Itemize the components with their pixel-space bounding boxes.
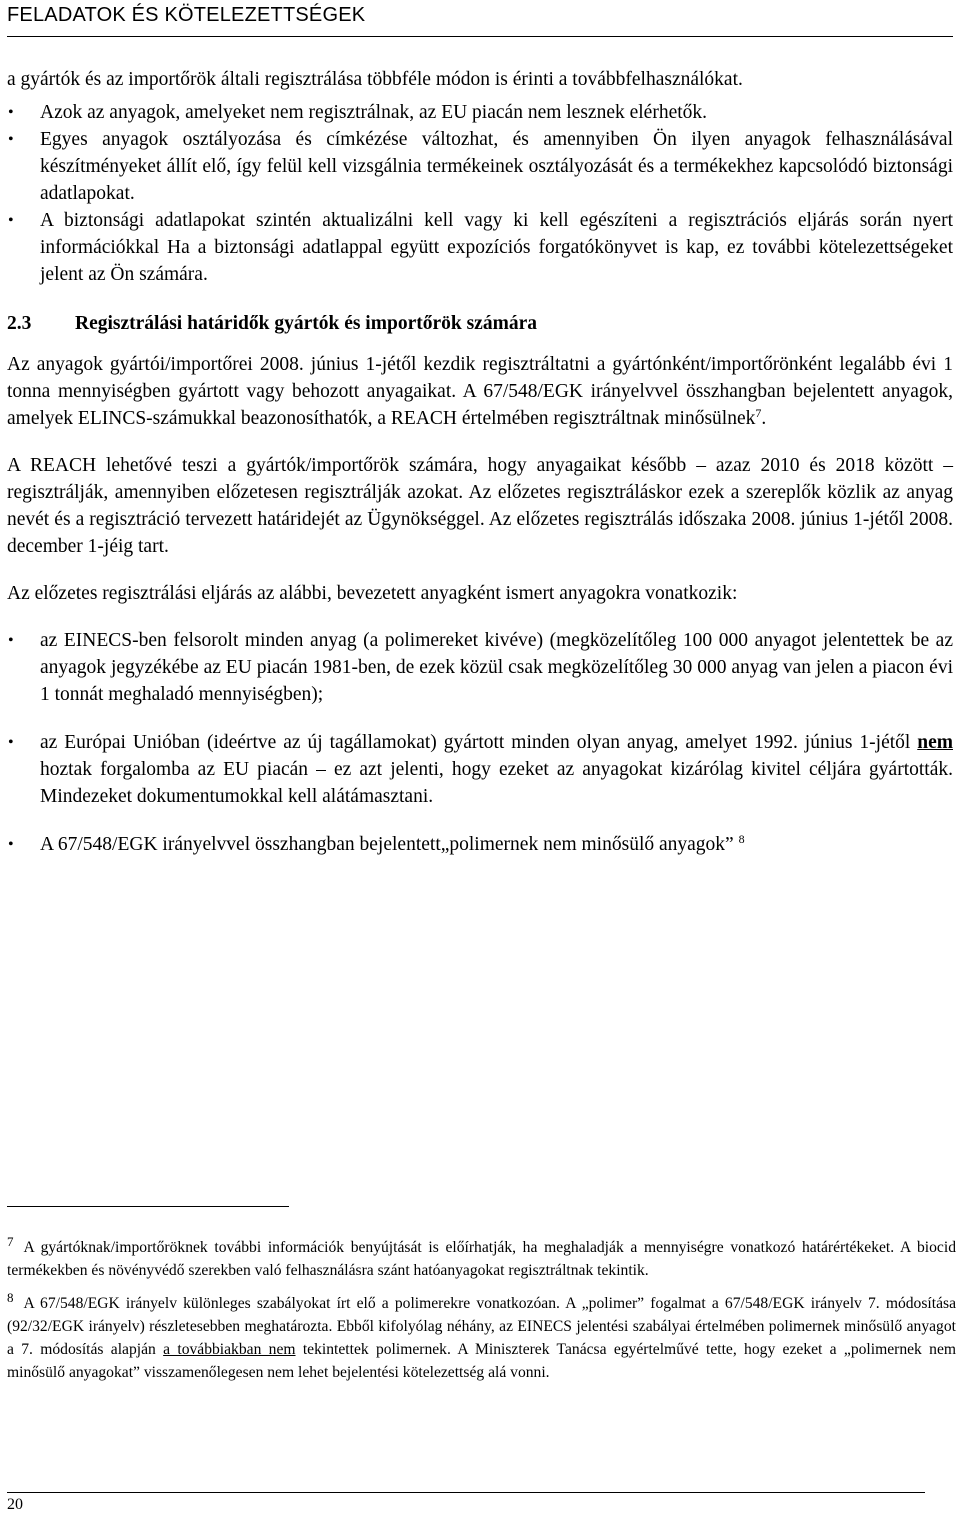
section-heading: [7, 310, 953, 337]
footnote-ref-7[interactable]: 7: [755, 406, 762, 420]
footnote-8: $^8$ A 67/548/EGK irányelv különleges szabályokat írt elő a polimerekre vonatkozóan. A „polimer” fogalmat a 67/548/EGK irányelv 7. módosítása (92/32/EGK irányelv) részletesebben meghatározta. Ebből kifolyólag néhány, az EINECS jelentési szabályai értelmében polimernek minősülő anyagot a 7. módosítás alapján a továbbiakban nem tekintettek polimernek. A Miniszterek Tanácsa egyértelművé tette, hogy ezeket a „polimernek nem minősülő anyagokat” visszamenőlegesen nem lehet bejelentési kötelezettség alá vonni.: [7, 1290, 957, 1381]
bullet-icon: •: [8, 212, 14, 229]
list-item: • Egyes anyagok osztályozása és címkézése változhat, és amennyiben Ön ilyen anyagok felhasználásával készítményeket állít elő, így felül kell vizsgálnia termékeinek osztályozását és a termékekhez kapcsolódó biztonsági adatlapokat.: [7, 126, 953, 207]
bullet-icon: •: [8, 836, 14, 853]
preregistration-paragraph: A REACH lehetővé teszi a gyártók/importőrök számára, hogy anyagaikat később – azaz 2010 és 2018 között – regisztrálják, amennyiben előzetesen regisztrálják azokat. Az előzetes regisztráláskor ezek a szereplők közlik az anyag nevét és a regisztráció tervezett határidejét az Ügynökséggel. Az előzetes regisztrálás időszaka 2008. június 1-jétől 2008. december 1-jéig tart.: [7, 455, 953, 557]
list-item: • Azok az anyagok, amelyeket nem regisztrálnak, az EU piacán nem lesznek elérhetők.: [7, 99, 953, 126]
phase-in-bullet-list: [7, 627, 953, 858]
bullet-icon: •: [8, 104, 14, 121]
page-number: 20: [7, 1496, 23, 1513]
list-item: • A 67/548/EGK irányelvvel összhangban bejelentett„polimernek nem minősülő anyagok” $^8$: [7, 831, 953, 858]
phase-in-intro-paragraph: Az előzetes regisztrálási eljárás az alábbi, bevezetett anyagként ismert anyagokra vonatkozik:: [7, 583, 738, 604]
section-title: Regisztrálási határidők gyártók és importőrök számára: [75, 313, 537, 334]
list-item: • A biztonsági adatlapokat szintén aktualizálni kell vagy ki kell egészíteni a regisztrációs eljárás során nyert információkkal Ha a biztonsági adatlappal együtt expozíciós forgatókönyvet is kap, ez további kötelezettségeket jelent az Ön számára.: [7, 207, 953, 288]
deadline-paragraph: Az anyagok gyártói/importőrei 2008. június 1-jétől kezdik regisztráltatni a gyártónként/importőrönként legalább évi 1 tonna mennyiségben gyártott vagy behozott anyagaikat. A 67/548/EGK irányelvvel összhangban bejelentett anyagok, amelyek ELINCS-számukkal beazonosíthatók, a REACH értelmében regisztráltnak minősülnek$^7$.: [7, 354, 953, 429]
bullet-icon: •: [8, 131, 14, 148]
list-item: • az EINECS-ben felsorolt minden anyag (a polimereket kivéve) (megközelítőleg 100 000 anyagot jelentettek be az anyagok jegyzékébe az EU piacán 1981-ben, de ezek közül csak megközelítőleg 30 000 anyag van jelen a piacon évi 1 tonnát meghaladó mennyiségben);: [7, 627, 953, 708]
impact-bullet-list: [7, 99, 953, 288]
footnote-separator: [7, 1206, 289, 1207]
footnote-ref-8[interactable]: 8: [738, 832, 745, 846]
footer-separator: [7, 1492, 925, 1493]
section-number: 2.3: [7, 313, 32, 334]
footnote-7: $^7$ A gyártóknak/importőröknek további információk benyújtását is előírhatják, ha meghaladják a mennyiségre vonatkozó határértékeket. A biocid termékekben és növényvédő szerekben való felhasználásra szánt hatóanyagokat regisztráltnak tekintik.: [7, 1234, 956, 1279]
intro-paragraph: a gyártók és az importőrök általi regisztrálása többféle módon is érinti a továbbfelhasználókat.: [7, 69, 743, 90]
list-item: • az Európai Unióban (ideértve az új tagállamokat) gyártott minden olyan anyag, amelyet 1992. június 1-jétől nem hoztak forgalomba az EU piacán – ez azt jelenti, hogy ezeket az anyagokat kizárólag kivitel céljára gyártották. Mindezeket dokumentumokkal kell alátámasztani.: [7, 729, 953, 810]
bullet-icon: •: [8, 734, 14, 751]
running-header: [7, 0, 953, 37]
header-title: FELADATOK ÉS KÖTELEZETTSÉGEK: [7, 4, 366, 26]
bullet-icon: •: [8, 632, 14, 649]
main-content: [7, 66, 953, 879]
footnotes: [7, 1236, 956, 1394]
emphasis-nem: nem: [917, 732, 953, 753]
